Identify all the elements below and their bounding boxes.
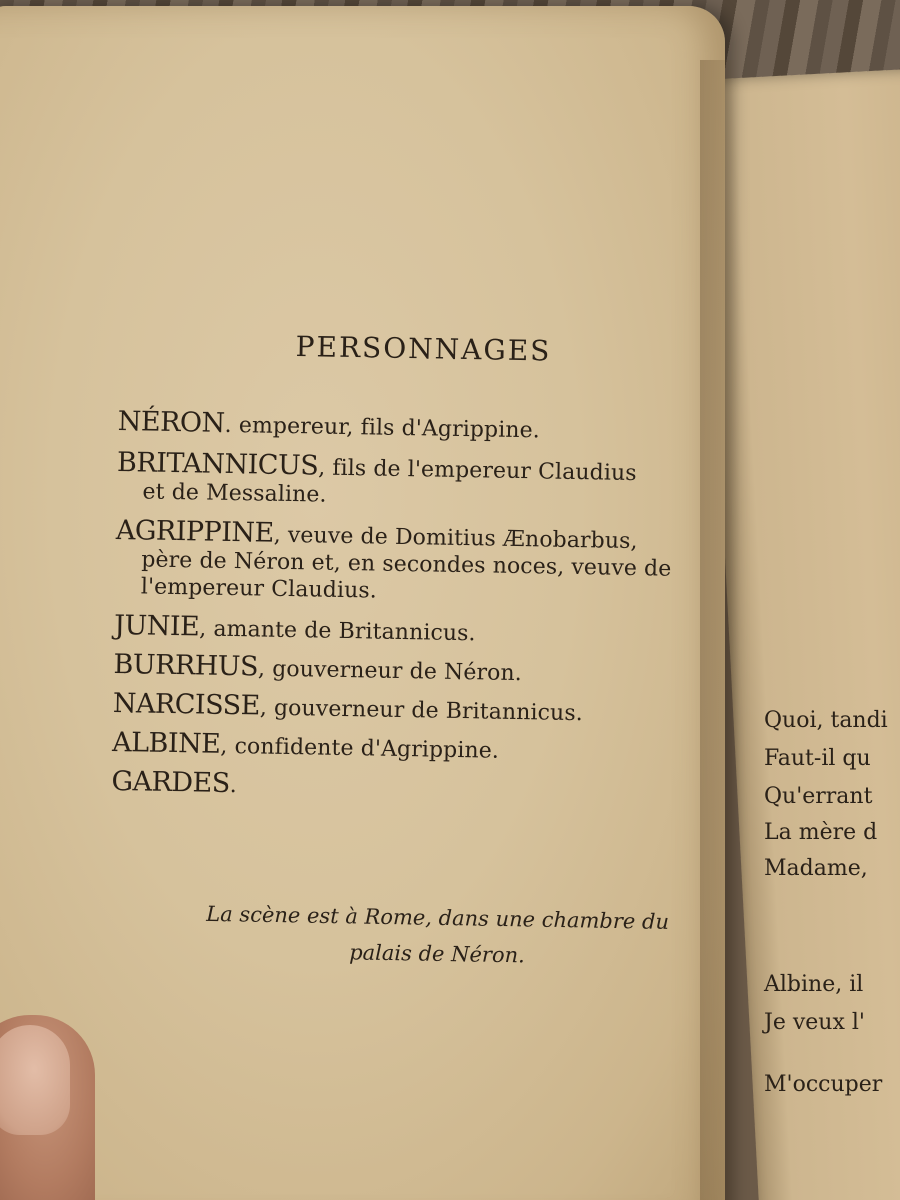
character-description: . empereur, fils d'Agrippine. (224, 412, 541, 444)
character-description: , veuve de Domitius Ænobarbus, (273, 522, 638, 555)
page-title: PERSONNAGES (295, 330, 552, 368)
verse-line: Qu'errant (764, 784, 873, 809)
thumbnail (0, 1025, 70, 1135)
character-name: NÉRON (117, 406, 225, 439)
character-description-continued: père de Néron et, en secondes noces, veuve de l'empereur Claudius. (140, 547, 672, 604)
verse-line: Faut-il qu (764, 746, 871, 771)
setting-line: La scène est à Rome, dans une chambre du (206, 901, 670, 934)
verse-line: Madame, (764, 856, 868, 881)
cast-entry (116, 446, 717, 515)
cast-entry (113, 609, 714, 651)
verse-line: Albine, il (764, 972, 864, 997)
character-description: , confidente d'Agrippine. (220, 733, 500, 764)
character-name: GARDES (111, 765, 230, 800)
cast-entry (111, 765, 711, 807)
cast-entry (117, 408, 717, 447)
verse-line: Je veux l' (764, 1010, 865, 1035)
cast-entry (115, 514, 716, 610)
cast-list (111, 408, 718, 817)
character-description: , gouverneur de Britannicus. (259, 695, 584, 727)
character-name: NARCISSE (112, 687, 261, 722)
character-name: BRITANNICUS (116, 446, 319, 482)
character-description-continued: et de Messaline. (142, 479, 327, 508)
character-description: , amante de Britannicus. (199, 616, 476, 647)
cast-entry (113, 648, 713, 690)
character-description: , fils de l'empereur Claudius (317, 455, 637, 487)
cast-entry (111, 726, 712, 768)
character-description: . (229, 773, 237, 799)
verse-line: Quoi, tandi (764, 708, 888, 733)
verse-line: La mère d (764, 820, 878, 845)
character-name: AGRIPPINE (115, 514, 275, 549)
character-name: ALBINE (111, 726, 221, 760)
scene-setting-note (157, 895, 718, 977)
cast-entry (112, 687, 713, 729)
character-name: JUNIE (113, 609, 200, 643)
character-description: , gouverneur de Néron. (257, 656, 523, 687)
character-name: BURRHUS (113, 648, 259, 683)
setting-line: palais de Néron. (349, 940, 526, 968)
verse-line: M'occuper (764, 1072, 883, 1097)
